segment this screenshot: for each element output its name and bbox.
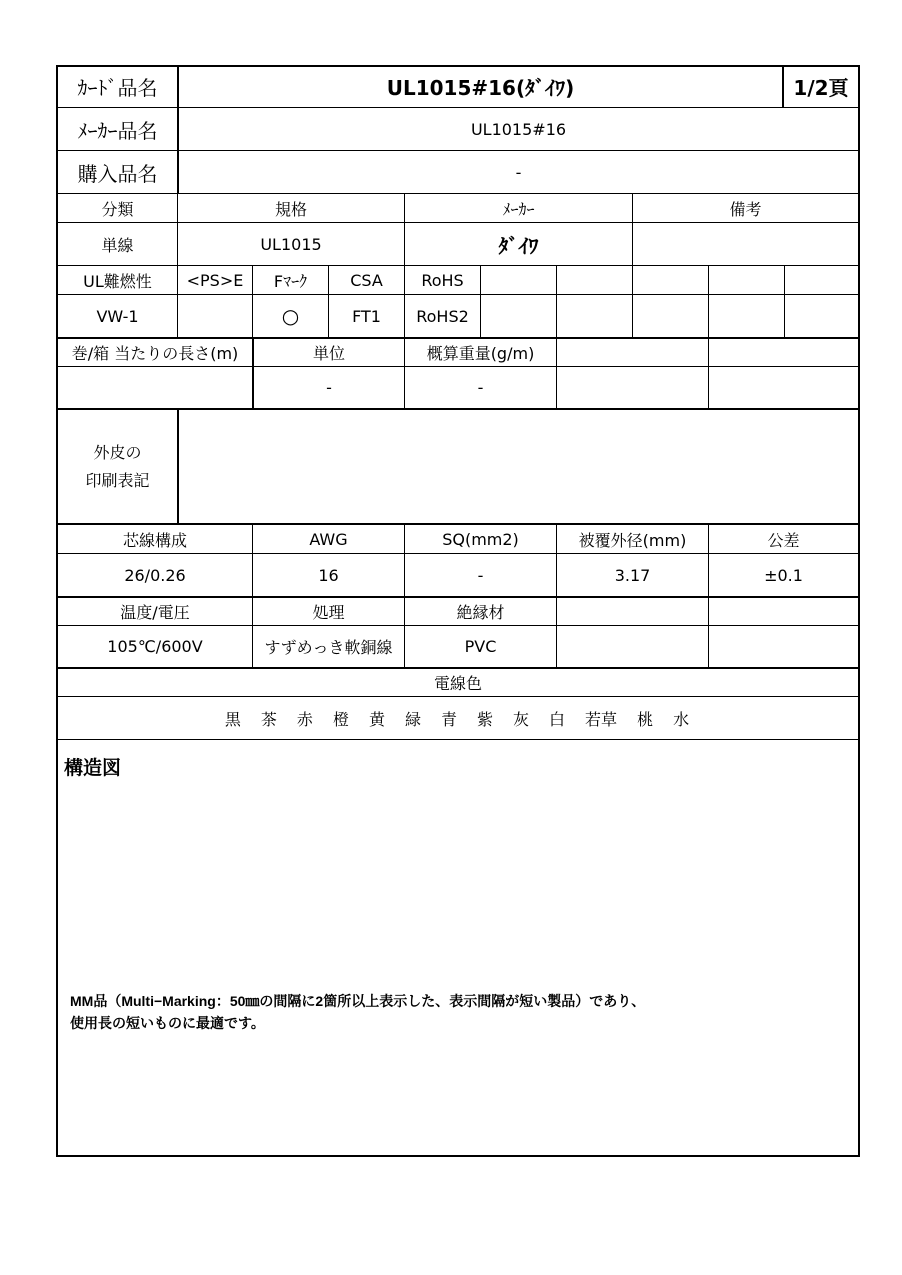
f-mark-value: ○	[281, 304, 300, 328]
wire-color-item: 桃	[637, 709, 654, 729]
csa-value: FT1	[352, 306, 381, 326]
temp-voltage-header: 温度/電圧	[120, 603, 190, 622]
classification-header: 分類	[101, 199, 134, 219]
standard-value: UL1015	[260, 234, 322, 254]
length-per-reel-header: 巻/箱 当たりの長さ(m)	[71, 344, 239, 363]
classification-value: 単線	[101, 235, 134, 255]
treatment-header: 処理	[312, 603, 345, 622]
print-marking-label-line1: 外皮の	[93, 442, 142, 462]
purchase-product-value: -	[515, 162, 522, 182]
purchase-product-label: 購入品名	[77, 161, 158, 186]
sq-header: SQ(mm2)	[442, 529, 519, 549]
f-mark-header: Fﾏｰｸ	[273, 271, 308, 291]
rule	[784, 265, 785, 337]
rule	[177, 408, 179, 523]
rule	[708, 337, 709, 408]
maker-product-value: UL1015#16	[470, 119, 567, 139]
rule	[556, 265, 557, 337]
conductor-composition-header: 芯線構成	[122, 530, 187, 550]
pse-header: <PS>E	[186, 270, 244, 290]
page-number: 1/2頁	[793, 76, 849, 100]
maker-product-label: ﾒｰｶｰ品名	[77, 118, 158, 143]
rohs-header: RoHS	[421, 270, 464, 290]
rule	[708, 265, 709, 337]
outer-diameter-value: 3.17	[614, 565, 651, 585]
wire-color-item: 黄	[368, 709, 385, 729]
rule	[56, 739, 860, 740]
wire-color-item: 青	[440, 709, 457, 729]
weight-value: -	[477, 378, 484, 397]
wire-color-item: 灰	[513, 709, 530, 729]
rohs-value: RoHS2	[416, 306, 469, 326]
treatment-value: すずめっき軟銅線	[264, 638, 393, 657]
insulation-header: 絶縁材	[456, 603, 505, 622]
csa-header: CSA	[350, 270, 383, 290]
remarks-header: 備考	[729, 199, 762, 219]
insulation-value: PVC	[464, 637, 497, 656]
wire-color-item: 茶	[260, 709, 277, 729]
conductor-composition-value: 26/0.26	[124, 565, 186, 585]
pse-value	[178, 295, 252, 337]
awg-header: AWG	[309, 529, 348, 549]
wire-color-item: 緑	[404, 709, 421, 729]
sheet-bottom-double-line	[56, 1155, 860, 1158]
wire-color-item: 白	[549, 709, 566, 729]
wire-color-item: 紫	[477, 709, 494, 729]
awg-value: 16	[318, 565, 339, 585]
print-marking-label-line2: 印刷表記	[85, 470, 150, 490]
weight-header: 概算重量(g/m)	[426, 344, 535, 363]
unit-value: -	[326, 378, 332, 397]
temp-voltage-value: 105℃/600V	[107, 637, 203, 656]
wire-color-item: 水	[673, 709, 690, 729]
unit-header: 単位	[312, 344, 345, 363]
maker-header: ﾒｰｶｰ	[502, 199, 535, 219]
structure-label: 構造図	[64, 756, 122, 779]
card-name-label: ｶｰﾄﾞ品名	[77, 76, 158, 100]
wire-color-item: 黒	[224, 709, 241, 729]
tolerance-header: 公差	[767, 530, 800, 550]
wire-color-item: 若草	[585, 709, 618, 729]
structure-note	[70, 990, 860, 1034]
structure-note-line1: MM品（Multi−Marking：50㎜の間隔に2箇所以上表示した、表示間隔が短い製品）であり、	[70, 993, 646, 1009]
sq-value: -	[477, 565, 484, 585]
maker-value: ﾀﾞｲﾜ	[498, 233, 539, 258]
length-per-reel-value	[58, 367, 252, 408]
wire-color-item: 赤	[296, 709, 313, 729]
structure-note-line2: 使用長の短いものに最適です。	[70, 1015, 265, 1031]
standard-header: 規格	[274, 199, 307, 219]
print-marking-value	[180, 410, 858, 523]
wire-color-item: 橙	[332, 709, 349, 729]
tolerance-value: ±0.1	[764, 565, 803, 585]
wire-color-list	[58, 697, 858, 739]
print-marking-label	[58, 410, 177, 523]
page-title: UL1015#16(ﾀﾞｲﾜ)	[386, 76, 575, 100]
rule	[480, 265, 481, 337]
remarks-value	[633, 223, 858, 265]
flame-retardancy-header: UL難燃性	[83, 271, 152, 291]
wire-color-header: 電線色	[433, 674, 482, 693]
rule	[556, 337, 557, 408]
outer-diameter-header: 被覆外径(mm)	[578, 530, 687, 550]
flame-retardancy-value: VW-1	[96, 306, 139, 326]
